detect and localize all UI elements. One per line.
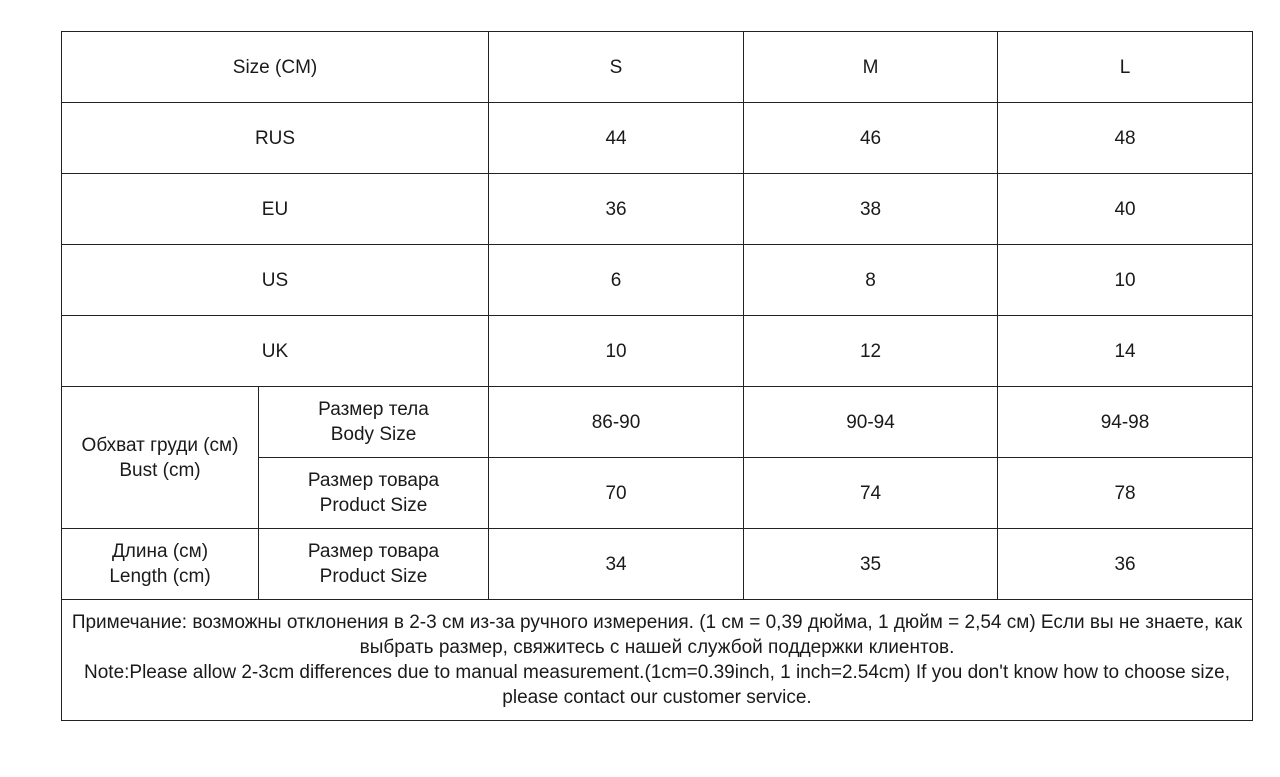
row-label: US [62,245,489,316]
note-text-en: Note:Please allow 2-3cm differences due to manual measurement.(1cm=0.39inch, 1 inch=2.54cm) If you don't know how to choose size, please contact our customer service. [84,662,1231,708]
note-text-ru: Примечание: возможны отклонения в 2-3 см из-за ручного измерения. (1 см = 0,39 дюйма, 1 дюйм = 2,54 см) Если вы не знаете, как выбрать размер, свяжитесь с нашей службой поддержки клиентов. [71,612,1243,658]
length-label-en: Length (cm) [109,566,211,587]
table-row-length [62,529,1253,600]
table-cell: 40 [998,174,1253,245]
table-cell: 6 [489,245,744,316]
bust-label-en: Bust (cm) [119,459,201,481]
length-product-size-label-cell [259,529,489,600]
body-size-label-cell [259,387,489,458]
length-product-size-label-en: Product Size [319,566,428,587]
table-cell: 74 [744,458,998,529]
table-cell: 10 [489,316,744,387]
table-cell: 36 [998,529,1253,600]
product-size-label-cell [259,458,489,529]
table-row-rus [62,103,1253,174]
table-cell: 8 [744,245,998,316]
row-label: UK [62,316,489,387]
size-chart-table [61,31,1253,721]
table-row-bust-body [62,387,1253,458]
table-cell: 78 [998,458,1253,529]
note-row [62,600,1253,721]
length-label-cell [62,529,259,600]
table-row-eu [62,174,1253,245]
table-cell: 70 [489,458,744,529]
size-s-header: S [489,32,744,103]
size-l-header: L [998,32,1253,103]
row-label: RUS [62,103,489,174]
bust-label-ru: Обхват груди (см) [81,434,239,456]
body-size-label-en: Body Size [330,424,417,445]
table-cell: 86-90 [489,387,744,458]
table-cell: 90-94 [744,387,998,458]
table-cell: 35 [744,529,998,600]
product-size-label-en: Product Size [319,495,428,516]
note-cell [62,600,1253,721]
table-cell: 14 [998,316,1253,387]
product-size-label-ru: Размер товара [307,470,440,491]
table-cell: 34 [489,529,744,600]
table-cell: 10 [998,245,1253,316]
table-cell: 36 [489,174,744,245]
table-cell: 44 [489,103,744,174]
table-cell: 12 [744,316,998,387]
table-cell: 46 [744,103,998,174]
header-row [62,32,1253,103]
table-row-uk [62,316,1253,387]
size-header-cell: Size (CM) [62,32,489,103]
body-size-label-ru: Размер тела [318,399,429,420]
length-product-size-label-ru: Размер товара [307,541,440,562]
table-cell: 38 [744,174,998,245]
table-cell: 94-98 [998,387,1253,458]
row-label: EU [62,174,489,245]
table-row-us [62,245,1253,316]
size-m-header: M [744,32,998,103]
length-label-ru: Длина (см) [111,541,209,562]
bust-label-cell [62,387,259,529]
table-cell: 48 [998,103,1253,174]
